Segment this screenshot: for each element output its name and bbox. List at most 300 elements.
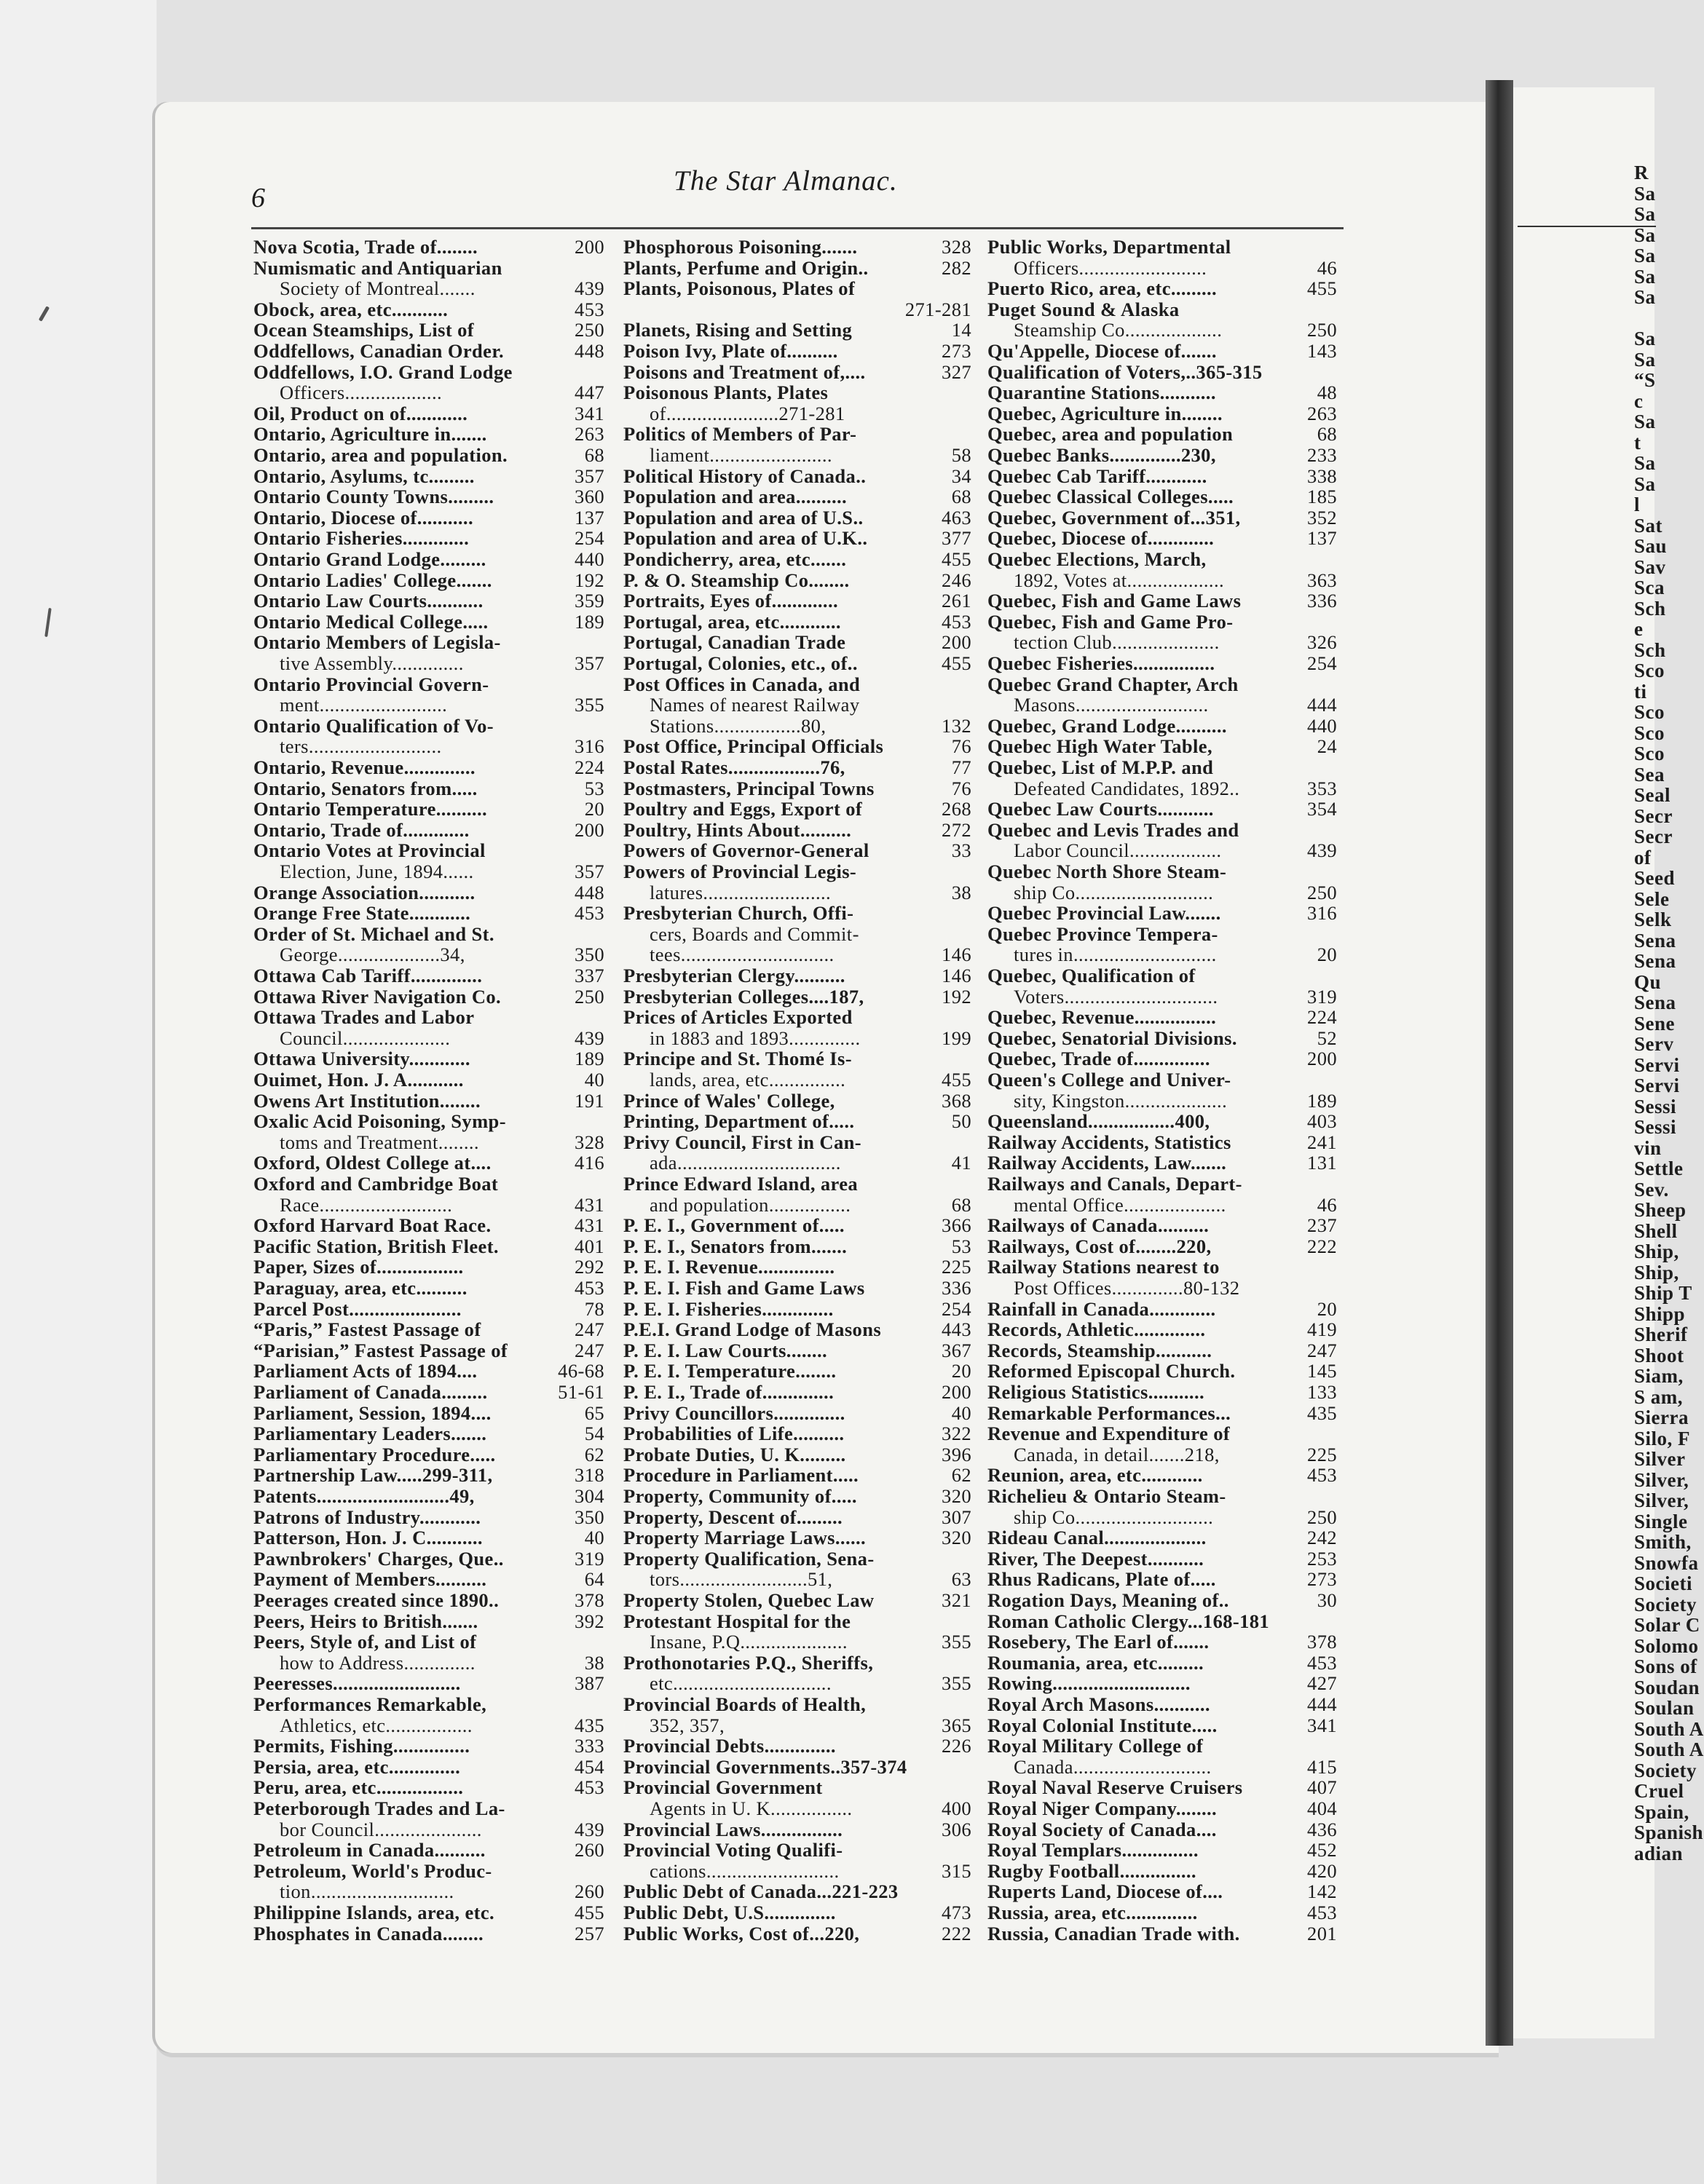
index-entry-label: P.E.I. Grand Lodge of Masons [623, 1318, 882, 1341]
index-entry-label: Quebec, area and population [987, 423, 1234, 446]
index-entry-label: Performances Remarkable, [253, 1693, 487, 1715]
index-entry-label: Orange Free State............ [253, 902, 471, 925]
index-entry-label: Political History of Canada.. [623, 464, 867, 487]
index-entry-label: Ontario Grand Lodge......... [253, 548, 486, 570]
index-entry-page: 443 [942, 1318, 971, 1341]
index-entry-label: Protestant Hospital for the [623, 1610, 851, 1632]
index-entry-label: Records, Athletic.............. [987, 1318, 1206, 1341]
index-entry-page: 354 [1307, 798, 1337, 820]
index-entry-page: 268 [942, 798, 971, 820]
next-page-fragment: South A [1634, 1717, 1704, 1740]
next-page-fragment: Sa [1634, 452, 1656, 474]
index-entry-page: 271-281 [904, 298, 971, 320]
next-page-fragment: ti [1634, 680, 1647, 703]
next-page-fragment: Sca [1634, 577, 1665, 598]
index-entry-page: 260 [575, 1880, 604, 1903]
next-page-fragment: Society [1634, 1759, 1697, 1781]
index-entry-label: P. & O. Steamship Co........ [623, 569, 850, 591]
next-page-fragment: Ship T [1634, 1282, 1692, 1304]
index-entry-label: Ontario, Senators from..... [253, 777, 478, 799]
index-entry-label: Provincial Voting Qualifi- [623, 1839, 843, 1861]
index-entry-page: 328 [942, 236, 971, 258]
index-entry-label: Prothonotaries P.Q., Sheriffs, [623, 1651, 874, 1674]
index-entry-page: 355 [942, 1672, 971, 1695]
index-entry-label: Oxalic Acid Poisoning, Symp- [253, 1110, 506, 1133]
running-head: The Star Almanac. [674, 165, 898, 197]
index-entry-page: 145 [1307, 1360, 1337, 1382]
index-entry-page: 137 [1307, 527, 1337, 550]
index-entry-page: 435 [1307, 1401, 1337, 1424]
index-entry-page: 431 [575, 1193, 604, 1216]
index-entry-page: 327 [942, 360, 971, 383]
index-entry-label: Peers, Heirs to British....... [253, 1610, 478, 1632]
index-entry-label: Reformed Episcopal Church. [987, 1360, 1236, 1382]
next-page-fragment: Sena [1634, 992, 1676, 1013]
index-entry-label: Presbyterian Clergy.......... [623, 965, 845, 986]
next-page-fragment: Seal [1634, 784, 1671, 806]
index-entry-page: 20 [951, 1360, 971, 1382]
index-entry-page: 337 [575, 965, 604, 986]
index-entry-page: 137 [575, 506, 604, 529]
next-page-fragment: Sat [1634, 514, 1663, 537]
next-page-fragment: R [1634, 162, 1649, 183]
next-page-fragment: Societi [1634, 1572, 1692, 1594]
index-entry-label: Post Offices in Canada, and [623, 673, 861, 695]
index-entry-label: Privy Councillors.............. [623, 1401, 845, 1424]
index-entry-label: Portugal, Canadian Trade [623, 631, 846, 654]
index-entry-page: 225 [942, 1256, 971, 1278]
index-entry-page: 419 [1307, 1318, 1337, 1341]
next-page-fragment: Single [1634, 1510, 1688, 1532]
index-entry-label: Roman Catholic Clergy...168-181 [987, 1610, 1270, 1632]
next-page-fragment: Sa [1634, 411, 1656, 432]
index-entry-page: 63 [951, 1568, 971, 1591]
index-entry-label: Property Stolen, Quebec Law [623, 1589, 875, 1611]
index-entry-label: ship Co........................... [1014, 1506, 1214, 1528]
index-entry-label: Partnership Law.....299-311, [253, 1464, 493, 1487]
book-gutter [1486, 80, 1513, 2046]
index-entry-label: Ottawa River Navigation Co. [253, 985, 502, 1008]
index-entry-label: Oil, Product on of............ [253, 402, 468, 424]
index-entry-page: 68 [951, 486, 971, 508]
next-page-fragment: Sev. [1634, 1178, 1669, 1200]
index-entry-label: Quebec Grand Chapter, Arch [987, 673, 1239, 695]
index-entry-page: 247 [575, 1318, 604, 1341]
next-page-fragment: Sav [1634, 555, 1666, 578]
index-entry-page: 316 [575, 735, 604, 758]
index-entry-label: Railways, Cost of........220, [987, 1235, 1212, 1257]
index-entry-label: P. E. I. Fish and Game Laws [623, 1277, 865, 1299]
index-entry-page: 455 [1307, 277, 1337, 300]
index-entry-label: Quebec, Qualification of [987, 965, 1196, 986]
next-page-fragment: Sa [1634, 245, 1656, 266]
index-entry-label: Qu'Appelle, Diocese of....... [987, 340, 1217, 362]
index-entry-page: 250 [1307, 319, 1337, 341]
index-entry-label: Phosphorous Poisoning....... [623, 236, 858, 258]
index-entry-page: 24 [1317, 735, 1337, 758]
index-entry-page: 48 [1317, 381, 1337, 404]
index-entry-page: 250 [1307, 881, 1337, 903]
index-entry-label: Probabilities of Life.......... [623, 1423, 845, 1445]
index-entry-label: Portraits, Eyes of............. [623, 590, 839, 612]
index-entry-label: Ontario Law Courts........... [253, 590, 484, 612]
index-entry-label: Ocean Steamships, List of [253, 319, 474, 341]
index-entry-label: Ontario Provincial Govern- [253, 673, 489, 695]
index-entry-label: Prince of Wales' College, [623, 1089, 835, 1112]
index-entry-label: Quebec and Levis Trades and [987, 818, 1239, 841]
index-entry-page: 65 [584, 1401, 604, 1424]
index-entry-label: Planets, Rising and Setting [623, 319, 853, 341]
index-entry-page: 453 [575, 1277, 604, 1299]
index-entry-label: Patterson, Hon. J. C........... [253, 1527, 483, 1549]
index-entry-label: P. E. I. Fisheries.............. [623, 1297, 834, 1320]
index-entry-page: 360 [575, 486, 604, 508]
index-entry-page: 350 [575, 943, 604, 966]
next-page-fragment: Silver [1634, 1448, 1686, 1470]
index-entry-page: 427 [1307, 1672, 1337, 1695]
index-entry-page: 357 [575, 652, 604, 674]
index-entry-label: Ouimet, Hon. J. A........... [253, 1069, 464, 1091]
index-entry-page: 143 [1307, 340, 1337, 362]
index-entry-page: 448 [575, 881, 604, 903]
index-entry-label: Rugby Football............... [987, 1859, 1196, 1882]
index-entry-label: Russia, area, etc.............. [987, 1902, 1198, 1923]
index-entry-page: 200 [942, 1381, 971, 1403]
index-entry-label: Payment of Members.......... [253, 1568, 487, 1591]
index-entry-page: 200 [575, 818, 604, 841]
next-page-fragment: Servi [1634, 1053, 1680, 1076]
index-entry-page: 453 [1307, 1651, 1337, 1674]
next-page-fragment: l [1634, 494, 1641, 515]
index-entry-label: Queen's College and Univer- [987, 1069, 1231, 1091]
index-entry-label: Property Qualification, Sena- [623, 1547, 875, 1570]
index-entry-label: Ruperts Land, Diocese of.... [987, 1880, 1223, 1903]
index-entry-label: Remarkable Performances... [987, 1401, 1231, 1424]
index-entry-label: how to Address.............. [280, 1651, 476, 1674]
index-entry-label: Ottawa Trades and Labor [253, 1006, 475, 1029]
index-entry-page: 68 [951, 1193, 971, 1216]
next-page-fragment: Smith, [1634, 1531, 1692, 1553]
index-entry-page: 263 [1307, 402, 1337, 424]
index-entry-label: Royal Society of Canada.... [987, 1818, 1217, 1840]
index-entry-page: 439 [575, 277, 604, 300]
index-entry-page: 261 [942, 590, 971, 612]
index-entry-label: Permits, Fishing............... [253, 1735, 470, 1757]
index-entry-page: 328 [575, 1131, 604, 1153]
index-entry-page: 420 [1307, 1859, 1337, 1882]
index-entry-label: Council..................... [280, 1026, 451, 1049]
index-entry-label: Parliament of Canada......... [253, 1381, 488, 1403]
index-entry-page: 473 [942, 1902, 971, 1923]
next-page-fragment: Sco [1634, 701, 1665, 723]
index-entry-label: Royal Niger Company........ [987, 1797, 1218, 1819]
index-entry-label: Puget Sound & Alaska [987, 298, 1180, 320]
index-entry-label: of......................271-281 [650, 402, 845, 424]
index-entry-page: 307 [942, 1506, 971, 1528]
index-entry-page: 447 [575, 381, 604, 404]
index-entry-label: Ottawa University............ [253, 1048, 470, 1070]
index-entry-label: Ontario, Revenue.............. [253, 756, 476, 778]
index-entry-label: Ontario Members of Legisla- [253, 631, 501, 654]
index-entry-page: 40 [584, 1069, 604, 1091]
index-entry-label: Persia, area, etc.............. [253, 1755, 461, 1778]
index-entry-label: Phosphates in Canada........ [253, 1922, 484, 1944]
index-entry-page: 416 [575, 1152, 604, 1174]
next-page-fragment: Ship, [1634, 1241, 1679, 1262]
index-entry-page: 407 [1307, 1776, 1337, 1799]
index-entry-page: 58 [951, 444, 971, 466]
index-entry-label: Philippine Islands, area, etc. [253, 1902, 495, 1923]
index-entry-label: Quebec Banks..............230, [987, 444, 1216, 466]
index-entry-label: Presbyterian Colleges....187, [623, 985, 864, 1008]
index-entry-label: Ontario County Towns......... [253, 486, 494, 508]
index-entry-page: 189 [1307, 1089, 1337, 1112]
next-page-fragment: Qu [1634, 970, 1662, 993]
next-page-fragment: Shipp [1634, 1302, 1686, 1325]
index-entry-page: 400 [942, 1797, 971, 1819]
index-entry-page: 78 [584, 1297, 604, 1320]
next-page-fragment: Sheep [1634, 1199, 1687, 1221]
index-entry-label: Quebec Elections, March, [987, 548, 1207, 570]
index-entry-page: 322 [942, 1423, 971, 1445]
index-entry-page: 250 [575, 985, 604, 1008]
index-entry-page: 254 [575, 527, 604, 550]
next-page-fragment: Siam, [1634, 1365, 1684, 1387]
index-entry-label: Patents..........................49, [253, 1485, 475, 1507]
index-entry-label: Ontario Temperature.......... [253, 798, 487, 820]
index-entry-label: Quebec, Trade of............... [987, 1048, 1210, 1070]
index-entry-label: 1892, Votes at................... [1014, 569, 1225, 591]
index-entry-page: 319 [1307, 985, 1337, 1008]
index-entry-label: Election, June, 1894...... [280, 860, 474, 882]
index-entry-label: Probate Duties, U. K......... [623, 1443, 846, 1465]
index-entry-page: 392 [575, 1610, 604, 1632]
next-page-fragment: e [1634, 618, 1644, 640]
index-entry-label: tection Club..................... [1014, 631, 1220, 654]
index-entry-page: 321 [942, 1589, 971, 1611]
index-entry-page: 132 [942, 714, 971, 737]
index-entry-page: 439 [1307, 839, 1337, 862]
next-page-fragment: Sons of [1634, 1655, 1697, 1677]
index-entry-label: Names of nearest Railway [650, 694, 860, 716]
index-entry-page: 333 [575, 1735, 604, 1757]
index-entry-page: 253 [1307, 1547, 1337, 1570]
index-entry-page: 54 [584, 1423, 604, 1445]
next-page-fragment: Sele [1634, 887, 1670, 910]
index-entry-label: Ontario Ladies' College....... [253, 569, 492, 591]
index-entry-label: Paraguay, area, etc.......... [253, 1277, 468, 1299]
next-page-fragment: Spanish [1634, 1821, 1704, 1843]
index-entry-label: Poultry and Eggs, Export of [623, 798, 863, 820]
index-entry-label: Quarantine Stations........... [987, 381, 1216, 404]
index-entry-label: Agents in U. K................ [650, 1797, 853, 1819]
index-entry-label: Provincial Government [623, 1776, 823, 1799]
index-entry-label: Ontario, Trade of............. [253, 818, 470, 841]
index-entry-label: Owens Art Institution........ [253, 1089, 481, 1112]
index-entry-page: 38 [951, 881, 971, 903]
index-entry-label: Royal Colonial Institute..... [987, 1714, 1218, 1736]
index-entry-label: Provincial Laws................ [623, 1818, 843, 1840]
index-entry-label: Paper, Sizes of................. [253, 1256, 464, 1278]
index-entry-page: 46 [1317, 1193, 1337, 1216]
index-entry-label: Politics of Members of Par- [623, 423, 857, 446]
index-entry-label: Ontario, Asylums, tc......... [253, 464, 475, 487]
index-entry-page: 353 [1307, 777, 1337, 799]
index-entry-label: Labor Council.................. [1014, 839, 1222, 862]
index-entry-page: 20 [1317, 1297, 1337, 1320]
index-entry-page: 131 [1307, 1152, 1337, 1174]
index-entry-page: 250 [1307, 1506, 1337, 1528]
next-page-fragment: Sena [1634, 950, 1676, 972]
next-page-fragment: Cruel [1634, 1780, 1684, 1802]
index-entry-label: bor Council..................... [280, 1818, 482, 1840]
index-entry-label: Officers................... [280, 381, 443, 404]
index-entry-label: Printing, Department of..... [623, 1110, 855, 1133]
index-entry-page: 366 [942, 1214, 971, 1237]
index-entry-label: Powers of Governor-General [623, 839, 869, 862]
index-entry-page: 455 [575, 1902, 604, 1923]
index-entry-label: Quebec, Fish and Game Pro- [987, 610, 1234, 633]
index-entry-label: Oxford and Cambridge Boat [253, 1173, 499, 1195]
index-entry-label: Population and area.......... [623, 486, 848, 508]
index-entry-label: Obock, area, etc........... [253, 298, 449, 320]
index-entry-label: Public Debt of Canada...221-223 [623, 1880, 899, 1903]
index-entry-page: 439 [575, 1818, 604, 1840]
index-entry-label: Public Debt, U.S.............. [623, 1902, 836, 1923]
index-entry-page: 453 [1307, 1464, 1337, 1487]
next-page-fragment: Sessi [1634, 1095, 1677, 1117]
index-entry-label: Railways and Canals, Depart- [987, 1173, 1242, 1195]
index-entry-page: 403 [1307, 1110, 1337, 1133]
index-entry-label: Parliament, Session, 1894.... [253, 1401, 492, 1424]
index-entry-label: “Paris,” Fastest Passage of [253, 1318, 481, 1341]
index-entry-label: Pacific Station, British Fleet. [253, 1235, 499, 1257]
index-entry-page: 200 [575, 236, 604, 258]
next-page-fragment: Silver, [1634, 1468, 1689, 1491]
index-entry-label: Queensland.................400, [987, 1110, 1210, 1133]
index-entry-label: Oddfellows, I.O. Grand Lodge [253, 360, 513, 383]
index-entry-page: 304 [575, 1485, 604, 1507]
index-entry-page: 359 [575, 590, 604, 612]
index-entry-label: Poisonous Plants, Plates [623, 381, 829, 404]
index-entry-label: etc............................... [650, 1672, 832, 1695]
index-entry-page: 246 [942, 569, 971, 591]
index-entry-label: Portugal, Colonies, etc., of.. [623, 652, 858, 674]
index-entry-label: Ontario Fisheries............. [253, 527, 470, 550]
index-entry-label: Ontario Votes at Provincial [253, 839, 486, 862]
index-entry-page: 34 [951, 464, 971, 487]
next-page-fragment: Solomo [1634, 1634, 1699, 1657]
index-entry-label: Quebec, Fish and Game Laws [987, 590, 1242, 612]
index-entry-page: 318 [575, 1464, 604, 1487]
index-entry-label: Pondicherry, area, etc....... [623, 548, 847, 570]
index-entry-page: 455 [942, 548, 971, 570]
index-entry-label: Records, Steamship........... [987, 1339, 1212, 1361]
index-entry-page: 320 [942, 1527, 971, 1549]
index-entry-page: 415 [1307, 1755, 1337, 1778]
index-entry-label: Railway Stations nearest to [987, 1256, 1220, 1278]
index-entry-label: Parcel Post...................... [253, 1297, 462, 1320]
index-entry-label: Rogation Days, Meaning of.. [987, 1589, 1229, 1611]
index-entry-label: Orange Association........... [253, 881, 476, 903]
index-entry-label: tive Assembly.............. [280, 652, 464, 674]
index-entry-label: Parliament Acts of 1894.... [253, 1360, 478, 1382]
index-entry-page: 316 [1307, 902, 1337, 925]
index-entry-label: Ontario Medical College..... [253, 610, 489, 633]
page-number: 6 [251, 183, 265, 213]
index-entry-page: 189 [575, 610, 604, 633]
next-page-fragment: c [1634, 389, 1644, 412]
index-entry-page: 336 [1307, 590, 1337, 612]
index-entry-label: Quebec Law Courts........... [987, 798, 1214, 820]
index-entry-page: 50 [951, 1110, 971, 1133]
index-entry-label: Canada, in detail.......218, [1014, 1443, 1220, 1465]
index-entry-page: 38 [584, 1651, 604, 1674]
index-entry-page: 273 [1307, 1568, 1337, 1591]
index-entry-page: 41 [951, 1152, 971, 1174]
index-entry-label: Property, Community of..... [623, 1485, 857, 1507]
index-entry-label: Ottawa Cab Tariff.............. [253, 965, 483, 986]
index-entry-label: Post Office, Principal Officials [623, 735, 884, 758]
index-entry-label: Public Works, Departmental [987, 236, 1231, 258]
index-entry-page: 46 [1317, 256, 1337, 279]
index-entry-page: 454 [575, 1755, 604, 1778]
index-entry-label: Race.......................... [280, 1193, 453, 1216]
index-entry-label: Quebec Classical Colleges..... [987, 486, 1234, 508]
index-entry-page: 192 [942, 985, 971, 1008]
index-entry-page: 51-61 [558, 1381, 604, 1403]
index-entry-label: in 1883 and 1893.............. [650, 1026, 861, 1049]
index-entry-label: Petroleum, World's Produc- [253, 1859, 492, 1882]
index-entry-label: Privy Council, First in Can- [623, 1131, 861, 1153]
index-entry-page: 33 [951, 839, 971, 862]
index-entry-label: lands, area, etc............... [650, 1069, 846, 1091]
index-entry-label: Public Works, Cost of...220, [623, 1922, 860, 1944]
next-page-edge [1513, 87, 1654, 2038]
index-entry-label: Railway Accidents, Statistics [987, 1131, 1231, 1153]
next-page-fragment: t [1634, 431, 1641, 454]
next-page-fragment: Settle [1634, 1158, 1684, 1179]
index-entry-page: 201 [1307, 1922, 1337, 1944]
index-entry-page: 20 [1317, 943, 1337, 966]
index-entry-page: 440 [575, 548, 604, 570]
scanner-background [0, 0, 157, 2184]
next-page-fragment: Ship, [1634, 1261, 1679, 1283]
index-entry-label: Property, Descent of......... [623, 1506, 843, 1528]
index-entry-label: Russia, Canadian Trade with. [987, 1922, 1240, 1944]
index-entry-label: ters.......................... [280, 735, 442, 758]
index-entry-label: tures in............................ [1014, 943, 1217, 966]
index-entry-page: 254 [1307, 652, 1337, 674]
index-entry-label: Procedure in Parliament..... [623, 1464, 859, 1487]
index-entry-page: 146 [942, 943, 971, 966]
index-entry-page: 241 [1307, 1131, 1337, 1153]
header-rule [251, 227, 1344, 229]
index-entry-label: Prices of Articles Exported [623, 1006, 853, 1029]
index-entry-label: P. E. I., Trade of.............. [623, 1381, 835, 1403]
index-entry-label: Oddfellows, Canadian Order. [253, 340, 505, 362]
index-entry-page: 338 [1307, 464, 1337, 487]
index-entry-page: 260 [575, 1839, 604, 1861]
next-page-fragment: Spain, [1634, 1800, 1689, 1823]
index-entry-page: 237 [1307, 1214, 1337, 1237]
index-entry-label: Quebec, Revenue................ [987, 1006, 1217, 1029]
index-entry-page: 453 [575, 298, 604, 320]
index-entry-page: 455 [942, 652, 971, 674]
index-entry-label: Prince Edward Island, area [623, 1173, 859, 1195]
index-entry-label: Poultry, Hints About.......... [623, 818, 852, 841]
next-page-fragment: Soudan [1634, 1676, 1700, 1698]
